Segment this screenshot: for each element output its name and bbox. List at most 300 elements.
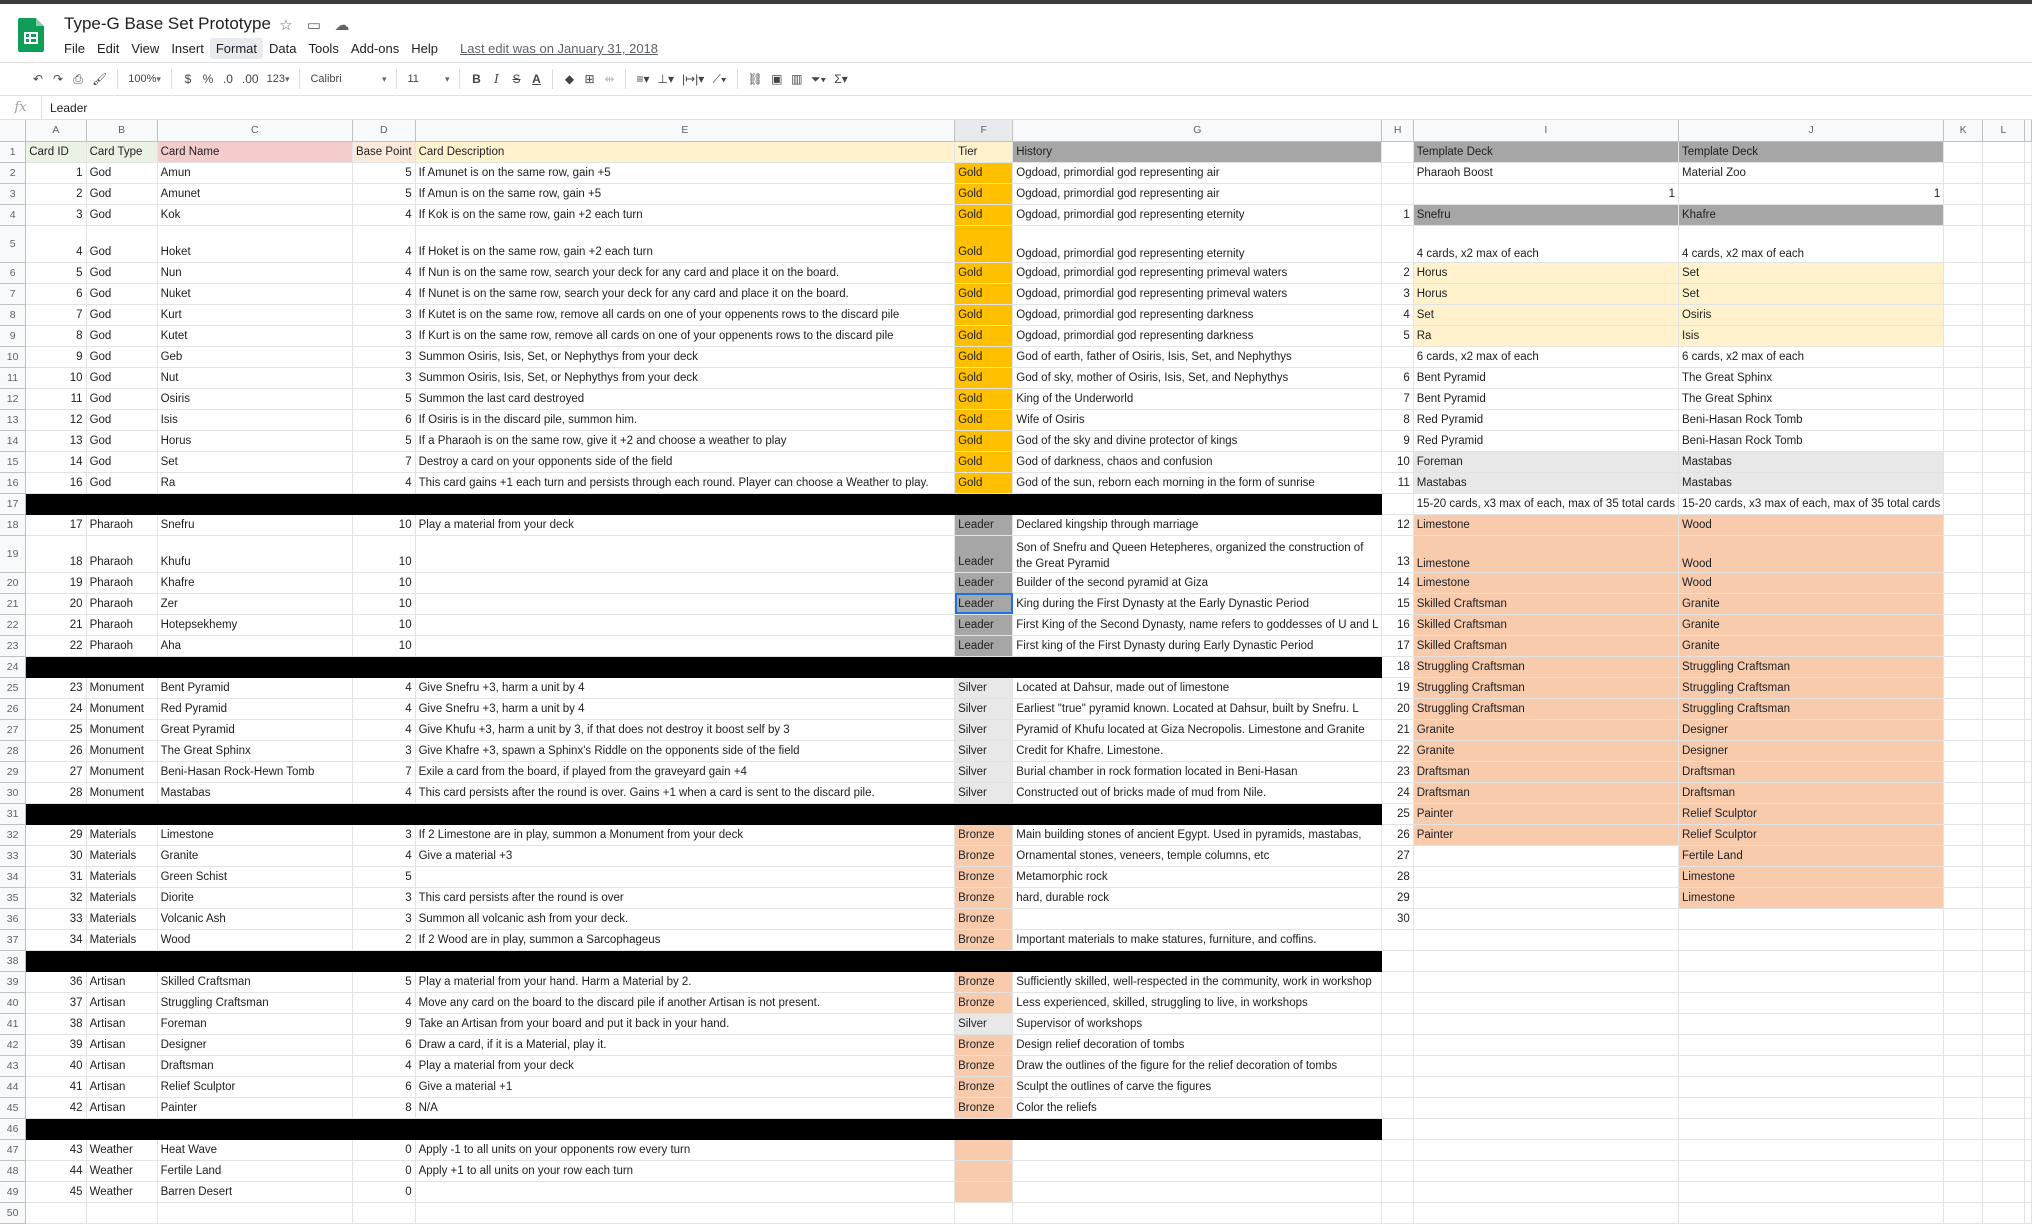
cell-i12[interactable]: Bent Pyramid xyxy=(1413,388,1678,409)
row-header[interactable]: 24 xyxy=(0,656,26,677)
cell-h9[interactable]: 5 xyxy=(1382,325,1413,346)
cell-k37[interactable] xyxy=(1944,929,1983,950)
cell-h21[interactable]: 15 xyxy=(1382,593,1413,614)
cell-l35[interactable] xyxy=(1982,887,2024,908)
menu-add-ons[interactable]: Add-ons xyxy=(350,41,400,56)
align-icon[interactable]: ≡▾ xyxy=(636,72,650,86)
cell-b13[interactable]: God xyxy=(86,409,157,430)
cell-g24[interactable] xyxy=(1013,656,1382,677)
cell-a24[interactable] xyxy=(26,656,86,677)
cell-d12[interactable]: 5 xyxy=(352,388,415,409)
cell-b9[interactable]: God xyxy=(86,325,157,346)
cell-k45[interactable] xyxy=(1944,1097,1983,1118)
cell-f44[interactable]: Bronze xyxy=(955,1076,1013,1097)
cell-g20[interactable]: Builder of the second pyramid at Giza xyxy=(1013,572,1382,593)
cell-j30[interactable]: Draftsman xyxy=(1678,782,1943,803)
cell-k14[interactable] xyxy=(1944,430,1983,451)
cell-e18[interactable]: Play a material from your deck xyxy=(415,514,954,535)
cell-i8[interactable]: Set xyxy=(1413,304,1678,325)
fill-color-icon[interactable]: ◆ xyxy=(564,72,575,86)
cell-e19[interactable] xyxy=(415,535,954,572)
cell-a25[interactable]: 23 xyxy=(26,677,86,698)
cell-d9[interactable]: 3 xyxy=(352,325,415,346)
cell-g31[interactable] xyxy=(1013,803,1382,824)
row-header[interactable]: 22 xyxy=(0,614,26,635)
filter-icon[interactable]: ⏷▾ xyxy=(810,71,827,86)
row-header[interactable]: 32 xyxy=(0,824,26,845)
cell-d35[interactable]: 3 xyxy=(352,887,415,908)
cell-b45[interactable]: Artisan xyxy=(86,1097,157,1118)
cell-j2[interactable]: Material Zoo xyxy=(1678,162,1943,183)
cell-k49[interactable] xyxy=(1944,1181,1983,1202)
cell-j8[interactable]: Osiris xyxy=(1678,304,1943,325)
cell-d27[interactable]: 4 xyxy=(352,719,415,740)
cell-j26[interactable]: Struggling Craftsman xyxy=(1678,698,1943,719)
cell-i29[interactable]: Draftsman xyxy=(1413,761,1678,782)
cell-c13[interactable]: Isis xyxy=(157,409,352,430)
cell-c49[interactable]: Barren Desert xyxy=(157,1181,352,1202)
cell-g7[interactable]: Ogdoad, primordial god representing primeval waters xyxy=(1013,283,1382,304)
cell-f19[interactable]: Leader xyxy=(955,535,1013,572)
cell-b35[interactable]: Materials xyxy=(86,887,157,908)
cell-f31[interactable] xyxy=(955,803,1013,824)
column-header-i[interactable]: I xyxy=(1413,120,1678,141)
cell-g49[interactable] xyxy=(1013,1181,1382,1202)
cell-blank[interactable] xyxy=(2025,1055,2032,1076)
cell-l26[interactable] xyxy=(1982,698,2024,719)
cell-a42[interactable]: 39 xyxy=(26,1034,86,1055)
link-icon[interactable]: ⛓ xyxy=(747,72,763,86)
document-title[interactable]: Type-G Base Set Prototype xyxy=(64,14,271,33)
cell-h41[interactable] xyxy=(1382,1013,1413,1034)
cell-l14[interactable] xyxy=(1982,430,2024,451)
cell-blank[interactable] xyxy=(2025,430,2032,451)
cell-j11[interactable]: The Great Sphinx xyxy=(1678,367,1943,388)
cell-c32[interactable]: Limestone xyxy=(157,824,352,845)
cell-k44[interactable] xyxy=(1944,1076,1983,1097)
cell-a5[interactable]: 4 xyxy=(26,225,86,262)
cell-a12[interactable]: 11 xyxy=(26,388,86,409)
cell-d28[interactable]: 3 xyxy=(352,740,415,761)
cell-f26[interactable]: Silver xyxy=(955,698,1013,719)
cell-i25[interactable]: Struggling Craftsman xyxy=(1413,677,1678,698)
cell-k20[interactable] xyxy=(1944,572,1983,593)
cell-a13[interactable]: 12 xyxy=(26,409,86,430)
cell-i31[interactable]: Painter xyxy=(1413,803,1678,824)
cell-f39[interactable]: Bronze xyxy=(955,971,1013,992)
more-formats-select[interactable]: 123 ▾ xyxy=(263,67,294,91)
cell-k50[interactable] xyxy=(1944,1202,1983,1223)
cell-blank[interactable] xyxy=(2025,1034,2032,1055)
cell-b28[interactable]: Monument xyxy=(86,740,157,761)
cell-g3[interactable]: Ogdoad, primordial god representing air xyxy=(1013,183,1382,204)
cell-a3[interactable]: 2 xyxy=(26,183,86,204)
column-header-l[interactable]: L xyxy=(1982,120,2024,141)
sheets-logo-icon[interactable] xyxy=(18,18,44,52)
cell-d16[interactable]: 4 xyxy=(352,472,415,493)
cell-b17[interactable] xyxy=(86,493,157,514)
cell-d19[interactable]: 10 xyxy=(352,535,415,572)
cell-d3[interactable]: 5 xyxy=(352,183,415,204)
cell-a46[interactable] xyxy=(26,1118,86,1139)
cell-e42[interactable]: Draw a card, if it is a Material, play it. xyxy=(415,1034,954,1055)
cell-g10[interactable]: God of earth, father of Osiris, Isis, Set, and Nephythys xyxy=(1013,346,1382,367)
cell-k39[interactable] xyxy=(1944,971,1983,992)
cell-b50[interactable] xyxy=(86,1202,157,1223)
cell-c43[interactable]: Draftsman xyxy=(157,1055,352,1076)
cell-l1[interactable] xyxy=(1982,141,2024,162)
cell-h20[interactable]: 14 xyxy=(1382,572,1413,593)
cell-h11[interactable]: 6 xyxy=(1382,367,1413,388)
cell-e15[interactable]: Destroy a card on your opponents side of the field xyxy=(415,451,954,472)
cell-j42[interactable] xyxy=(1678,1034,1943,1055)
cell-i41[interactable] xyxy=(1413,1013,1678,1034)
cell-blank[interactable] xyxy=(2025,719,2032,740)
column-header-g[interactable]: G xyxy=(1013,120,1382,141)
cell-blank[interactable] xyxy=(2025,572,2032,593)
cell-a9[interactable]: 8 xyxy=(26,325,86,346)
cell-e5[interactable]: If Hoket is on the same row, gain +2 each turn xyxy=(415,225,954,262)
cell-a16[interactable]: 16 xyxy=(26,472,86,493)
cell-h22[interactable]: 16 xyxy=(1382,614,1413,635)
cell-a36[interactable]: 33 xyxy=(26,908,86,929)
cell-g19[interactable]: Son of Snefru and Queen Hetepheres, organized the construction of the Great Pyramid xyxy=(1013,535,1382,572)
decrease-decimal-button[interactable]: .0 xyxy=(222,72,233,86)
cell-i40[interactable] xyxy=(1413,992,1678,1013)
cell-i21[interactable]: Skilled Craftsman xyxy=(1413,593,1678,614)
cell-b5[interactable]: God xyxy=(86,225,157,262)
cell-blank[interactable] xyxy=(2025,887,2032,908)
cell-l11[interactable] xyxy=(1982,367,2024,388)
row-header[interactable]: 41 xyxy=(0,1013,26,1034)
row-header[interactable]: 29 xyxy=(0,761,26,782)
cell-g5[interactable]: Ogdoad, primordial god representing eternity xyxy=(1013,225,1382,262)
cell-blank[interactable] xyxy=(2025,593,2032,614)
cell-l44[interactable] xyxy=(1982,1076,2024,1097)
cell-h13[interactable]: 8 xyxy=(1382,409,1413,430)
cell-d20[interactable]: 10 xyxy=(352,572,415,593)
cell-j48[interactable] xyxy=(1678,1160,1943,1181)
last-edit-link[interactable]: Last edit was on January 31, 2018 xyxy=(460,41,659,56)
cell-f48[interactable] xyxy=(955,1160,1013,1181)
cell-blank[interactable] xyxy=(2025,1118,2032,1139)
cell-blank[interactable] xyxy=(2025,656,2032,677)
cell-e13[interactable]: If Osiris is in the discard pile, summon him. xyxy=(415,409,954,430)
cell-k16[interactable] xyxy=(1944,472,1983,493)
cell-k27[interactable] xyxy=(1944,719,1983,740)
cell-j46[interactable] xyxy=(1678,1118,1943,1139)
cell-d23[interactable]: 10 xyxy=(352,635,415,656)
cell-d8[interactable]: 3 xyxy=(352,304,415,325)
cell-c19[interactable]: Khufu xyxy=(157,535,352,572)
row-header[interactable]: 12 xyxy=(0,388,26,409)
cell-blank[interactable] xyxy=(2025,283,2032,304)
cell-k46[interactable] xyxy=(1944,1118,1983,1139)
cell-c7[interactable]: Nuket xyxy=(157,283,352,304)
cell-blank[interactable] xyxy=(2025,204,2032,225)
cell-c23[interactable]: Aha xyxy=(157,635,352,656)
menu-insert[interactable]: Insert xyxy=(171,41,204,56)
cell-k35[interactable] xyxy=(1944,887,1983,908)
cell-a21[interactable]: 20 xyxy=(26,593,86,614)
cell-b16[interactable]: God xyxy=(86,472,157,493)
column-header-j[interactable]: J xyxy=(1678,120,1943,141)
cell-d6[interactable]: 4 xyxy=(352,262,415,283)
cell-h1[interactable] xyxy=(1382,141,1413,162)
cell-e3[interactable]: If Amun is on the same row, gain +5 xyxy=(415,183,954,204)
cell-blank[interactable] xyxy=(2025,225,2032,262)
redo-icon[interactable]: ↷ xyxy=(52,72,64,86)
row-header[interactable]: 23 xyxy=(0,635,26,656)
cell-h42[interactable] xyxy=(1382,1034,1413,1055)
cell-b22[interactable]: Pharaoh xyxy=(86,614,157,635)
cell-h18[interactable]: 12 xyxy=(1382,514,1413,535)
cell-h31[interactable]: 25 xyxy=(1382,803,1413,824)
cell-d4[interactable]: 4 xyxy=(352,204,415,225)
cell-blank[interactable] xyxy=(2025,346,2032,367)
cell-f28[interactable]: Silver xyxy=(955,740,1013,761)
cell-g33[interactable]: Ornamental stones, veneers, temple columns, etc xyxy=(1013,845,1382,866)
cell-j18[interactable]: Wood xyxy=(1678,514,1943,535)
row-header[interactable]: 30 xyxy=(0,782,26,803)
cell-h14[interactable]: 9 xyxy=(1382,430,1413,451)
cell-k43[interactable] xyxy=(1944,1055,1983,1076)
cell-a32[interactable]: 29 xyxy=(26,824,86,845)
row-header[interactable]: 50 xyxy=(0,1202,26,1223)
cell-k29[interactable] xyxy=(1944,761,1983,782)
cell-l37[interactable] xyxy=(1982,929,2024,950)
cell-e48[interactable]: Apply +1 to all units on your row each turn xyxy=(415,1160,954,1181)
cell-c27[interactable]: Great Pyramid xyxy=(157,719,352,740)
cell-k4[interactable] xyxy=(1944,204,1983,225)
cell-j38[interactable] xyxy=(1678,950,1943,971)
cell-j9[interactable]: Isis xyxy=(1678,325,1943,346)
cell-l5[interactable] xyxy=(1982,225,2024,262)
cell-l32[interactable] xyxy=(1982,824,2024,845)
cell-h34[interactable]: 28 xyxy=(1382,866,1413,887)
cell-k7[interactable] xyxy=(1944,283,1983,304)
row-header[interactable]: 42 xyxy=(0,1034,26,1055)
cell-b34[interactable]: Materials xyxy=(86,866,157,887)
cell-f37[interactable]: Bronze xyxy=(955,929,1013,950)
cell-j47[interactable] xyxy=(1678,1139,1943,1160)
cell-blank[interactable] xyxy=(2025,1076,2032,1097)
wrap-icon[interactable]: |↦|▾ xyxy=(682,72,705,86)
cell-h17[interactable] xyxy=(1382,493,1413,514)
cell-l34[interactable] xyxy=(1982,866,2024,887)
print-icon[interactable]: ⎙ xyxy=(73,71,83,86)
cell-k28[interactable] xyxy=(1944,740,1983,761)
cell-g1[interactable]: History xyxy=(1013,141,1382,162)
row-header[interactable]: 20 xyxy=(0,572,26,593)
cell-i14[interactable]: Red Pyramid xyxy=(1413,430,1678,451)
cell-i48[interactable] xyxy=(1413,1160,1678,1181)
cell-j12[interactable]: The Great Sphinx xyxy=(1678,388,1943,409)
cell-b15[interactable]: God xyxy=(86,451,157,472)
row-header[interactable]: 5 xyxy=(0,225,26,262)
cell-blank[interactable] xyxy=(2025,262,2032,283)
cell-k18[interactable] xyxy=(1944,514,1983,535)
cell-e29[interactable]: Exile a card from the board, if played from the graveyard gain +4 xyxy=(415,761,954,782)
cell-g25[interactable]: Located at Dahsur, made out of limestone xyxy=(1013,677,1382,698)
cell-g14[interactable]: God of the sky and divine protector of kings xyxy=(1013,430,1382,451)
cell-g21[interactable]: King during the First Dynasty at the Early Dynastic Period xyxy=(1013,593,1382,614)
menu-format[interactable]: Format xyxy=(210,38,263,59)
cell-c47[interactable]: Heat Wave xyxy=(157,1139,352,1160)
cell-g8[interactable]: Ogdoad, primordial god representing darkness xyxy=(1013,304,1382,325)
cell-j1[interactable]: Template Deck xyxy=(1678,141,1943,162)
cell-d38[interactable] xyxy=(352,950,415,971)
cell-d41[interactable]: 9 xyxy=(352,1013,415,1034)
cell-blank[interactable] xyxy=(2025,761,2032,782)
cell-e17[interactable] xyxy=(415,493,954,514)
cell-blank[interactable] xyxy=(2025,1097,2032,1118)
cell-blank[interactable] xyxy=(2025,677,2032,698)
cell-i42[interactable] xyxy=(1413,1034,1678,1055)
cell-d11[interactable]: 3 xyxy=(352,367,415,388)
cell-a4[interactable]: 3 xyxy=(26,204,86,225)
cell-k10[interactable] xyxy=(1944,346,1983,367)
cell-h10[interactable] xyxy=(1382,346,1413,367)
cell-f11[interactable]: Gold xyxy=(955,367,1013,388)
cell-c12[interactable]: Osiris xyxy=(157,388,352,409)
cell-k5[interactable] xyxy=(1944,225,1983,262)
cell-blank[interactable] xyxy=(2025,929,2032,950)
row-header[interactable]: 17 xyxy=(0,493,26,514)
cell-k13[interactable] xyxy=(1944,409,1983,430)
cell-h23[interactable]: 17 xyxy=(1382,635,1413,656)
cell-b7[interactable]: God xyxy=(86,283,157,304)
cell-j32[interactable]: Relief Sculptor xyxy=(1678,824,1943,845)
cell-h28[interactable]: 22 xyxy=(1382,740,1413,761)
cell-j41[interactable] xyxy=(1678,1013,1943,1034)
row-header[interactable]: 48 xyxy=(0,1160,26,1181)
cell-i34[interactable] xyxy=(1413,866,1678,887)
cell-f22[interactable]: Leader xyxy=(955,614,1013,635)
cell-d18[interactable]: 10 xyxy=(352,514,415,535)
cell-e47[interactable]: Apply -1 to all units on your opponents row every turn xyxy=(415,1139,954,1160)
cell-a14[interactable]: 13 xyxy=(26,430,86,451)
row-header[interactable]: 9 xyxy=(0,325,26,346)
cell-f17[interactable] xyxy=(955,493,1013,514)
row-header[interactable]: 2 xyxy=(0,162,26,183)
cell-e14[interactable]: If a Pharaoh is on the same row, give it +2 and choose a weather to play xyxy=(415,430,954,451)
cell-f41[interactable]: Silver xyxy=(955,1013,1013,1034)
cell-e26[interactable]: Give Snefru +3, harm a unit by 4 xyxy=(415,698,954,719)
cell-j35[interactable]: Limestone xyxy=(1678,887,1943,908)
cell-c46[interactable] xyxy=(157,1118,352,1139)
cell-h6[interactable]: 2 xyxy=(1382,262,1413,283)
cell-b43[interactable]: Artisan xyxy=(86,1055,157,1076)
cell-f13[interactable]: Gold xyxy=(955,409,1013,430)
zoom-select[interactable]: 100% ▾ xyxy=(124,67,165,91)
cell-h48[interactable] xyxy=(1382,1160,1413,1181)
row-header[interactable]: 1 xyxy=(0,141,26,162)
cell-blank[interactable] xyxy=(2025,1181,2032,1202)
cell-c9[interactable]: Kutet xyxy=(157,325,352,346)
cell-l40[interactable] xyxy=(1982,992,2024,1013)
cell-h38[interactable] xyxy=(1382,950,1413,971)
cell-j16[interactable]: Mastabas xyxy=(1678,472,1943,493)
cell-c15[interactable]: Set xyxy=(157,451,352,472)
cell-i1[interactable]: Template Deck xyxy=(1413,141,1678,162)
cell-a41[interactable]: 38 xyxy=(26,1013,86,1034)
cell-a48[interactable]: 44 xyxy=(26,1160,86,1181)
bold-icon[interactable]: B xyxy=(472,72,481,86)
cell-l39[interactable] xyxy=(1982,971,2024,992)
cell-a22[interactable]: 21 xyxy=(26,614,86,635)
cell-h4[interactable]: 1 xyxy=(1382,204,1413,225)
cell-d47[interactable]: 0 xyxy=(352,1139,415,1160)
cell-j24[interactable]: Struggling Craftsman xyxy=(1678,656,1943,677)
cell-j29[interactable]: Draftsman xyxy=(1678,761,1943,782)
row-header[interactable]: 18 xyxy=(0,514,26,535)
cell-e40[interactable]: Move any card on the board to the discard pile if another Artisan is not present. xyxy=(415,992,954,1013)
cell-e37[interactable]: If 2 Wood are in play, summon a Sarcophageus xyxy=(415,929,954,950)
cell-d42[interactable]: 6 xyxy=(352,1034,415,1055)
cell-l38[interactable] xyxy=(1982,950,2024,971)
cell-l9[interactable] xyxy=(1982,325,2024,346)
cell-l7[interactable] xyxy=(1982,283,2024,304)
cell-blank[interactable] xyxy=(2025,782,2032,803)
cell-j4[interactable]: Khafre xyxy=(1678,204,1943,225)
folder-icon[interactable]: ▭ xyxy=(306,17,322,34)
cell-l23[interactable] xyxy=(1982,635,2024,656)
cell-g15[interactable]: God of darkness, chaos and confusion xyxy=(1013,451,1382,472)
cell-b37[interactable]: Materials xyxy=(86,929,157,950)
cell-i3[interactable]: 1 xyxy=(1413,183,1678,204)
cell-i15[interactable]: Foreman xyxy=(1413,451,1678,472)
cell-e10[interactable]: Summon Osiris, Isis, Set, or Nephythys from your deck xyxy=(415,346,954,367)
cell-h30[interactable]: 24 xyxy=(1382,782,1413,803)
cell-l18[interactable] xyxy=(1982,514,2024,535)
cell-a43[interactable]: 40 xyxy=(26,1055,86,1076)
increase-decimal-button[interactable]: .00 xyxy=(241,72,259,86)
cell-b8[interactable]: God xyxy=(86,304,157,325)
cell-e11[interactable]: Summon Osiris, Isis, Set, or Nephythys from your deck xyxy=(415,367,954,388)
cell-e50[interactable] xyxy=(415,1202,954,1223)
cell-c39[interactable]: Skilled Craftsman xyxy=(157,971,352,992)
cell-i19[interactable]: Limestone xyxy=(1413,535,1678,572)
cell-blank[interactable] xyxy=(2025,1139,2032,1160)
cell-c38[interactable] xyxy=(157,950,352,971)
cell-l2[interactable] xyxy=(1982,162,2024,183)
cell-d36[interactable]: 3 xyxy=(352,908,415,929)
cell-g30[interactable]: Constructed out of bricks made of mud from Nile. xyxy=(1013,782,1382,803)
font-size-select[interactable]: 11 ▾ xyxy=(403,67,453,91)
cell-j20[interactable]: Wood xyxy=(1678,572,1943,593)
cell-g28[interactable]: Credit for Khafre. Limestone. xyxy=(1013,740,1382,761)
cell-g37[interactable]: Important materials to make statures, furniture, and coffins. xyxy=(1013,929,1382,950)
cell-g40[interactable]: Less experienced, skilled, struggling to live, in workshops xyxy=(1013,992,1382,1013)
cell-h50[interactable] xyxy=(1382,1202,1413,1223)
cell-a50[interactable] xyxy=(26,1202,86,1223)
cell-b27[interactable]: Monument xyxy=(86,719,157,740)
row-header[interactable]: 6 xyxy=(0,262,26,283)
row-header[interactable]: 13 xyxy=(0,409,26,430)
cell-b11[interactable]: God xyxy=(86,367,157,388)
cell-l3[interactable] xyxy=(1982,183,2024,204)
cell-f5[interactable]: Gold xyxy=(955,225,1013,262)
cell-a37[interactable]: 34 xyxy=(26,929,86,950)
cell-h45[interactable] xyxy=(1382,1097,1413,1118)
cell-a27[interactable]: 25 xyxy=(26,719,86,740)
cell-l8[interactable] xyxy=(1982,304,2024,325)
cell-h19[interactable]: 13 xyxy=(1382,535,1413,572)
cell-i32[interactable]: Painter xyxy=(1413,824,1678,845)
cell-c31[interactable] xyxy=(157,803,352,824)
cell-e43[interactable]: Play a material from your deck xyxy=(415,1055,954,1076)
